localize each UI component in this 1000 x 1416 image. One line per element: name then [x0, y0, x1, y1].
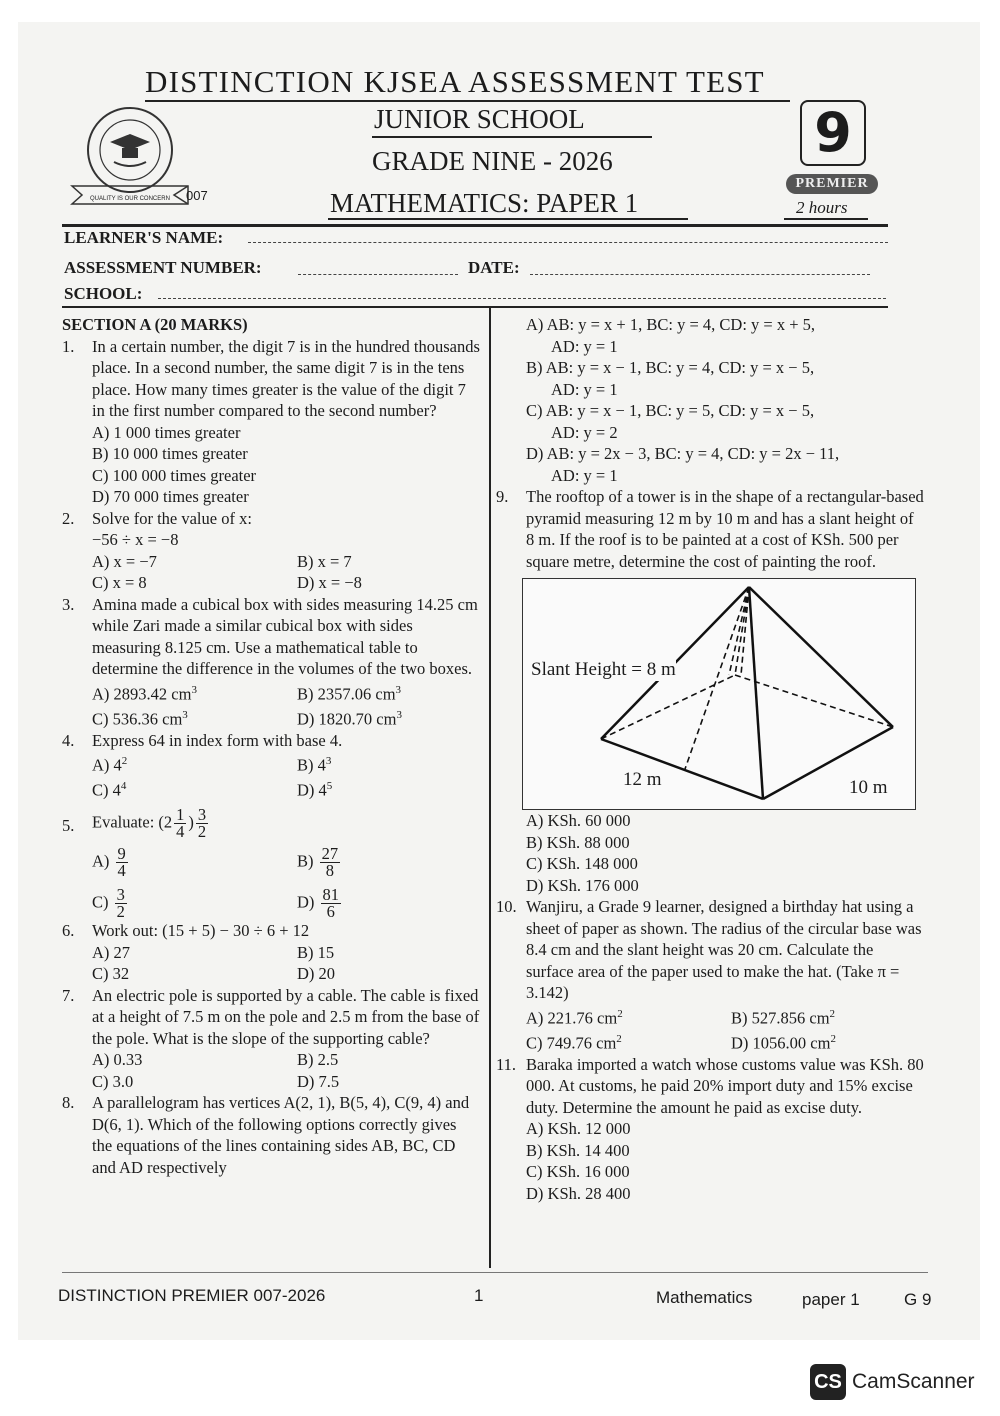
- pyramid-figure: [522, 578, 916, 810]
- q4-number: 4.: [62, 730, 75, 750]
- assessment-number-label: ASSESSMENT NUMBER:: [64, 258, 262, 277]
- header-rule: [62, 224, 888, 227]
- premier-badge: PREMIER: [786, 174, 878, 194]
- q6-text: Work out: (15 + 5) − 30 ÷ 6 + 12: [92, 921, 310, 940]
- question-10: [496, 896, 924, 1054]
- q10-option-a[interactable]: A) 221.76 $cm^2$: [526, 1007, 623, 1027]
- q8-option-c[interactable]: C) AB: y = x − 1, BC: y = 5, CD: y = x − 5, AD: y = 2: [526, 401, 815, 442]
- q11-option-c[interactable]: C) KSh. 16 000: [526, 1162, 630, 1181]
- q2-equation: −56 ÷ x = −8: [92, 530, 179, 549]
- q9-text: The rooftop of a tower is in the shape of a rectangular-based pyramid measuring 12 m by 10 m and has a slant height of 8 m. If the roof is to be painted at a cost of KSh. 500 per square metre, determine the cost of painting the roof.: [526, 487, 924, 571]
- grade-box: 9: [800, 100, 866, 166]
- length-label: 12 m: [623, 769, 662, 790]
- q8-option-b[interactable]: B) AB: y = x − 1, BC: y = 4, CD: y = x − 5, AD: y = 1: [526, 358, 815, 399]
- q9-option-c[interactable]: C) KSh. 148 000: [526, 854, 638, 873]
- q7-option-b[interactable]: B) 2.5: [297, 1050, 339, 1069]
- q1-option-d[interactable]: D) 70 000 times greater: [92, 487, 249, 506]
- question-11: [496, 1054, 924, 1205]
- q2-text: Solve for the value of x:: [92, 508, 252, 528]
- q2-option-b[interactable]: B) x = 7: [297, 551, 352, 571]
- q5-number: 5.: [62, 816, 75, 835]
- q2-option-d[interactable]: D) x = −8: [297, 573, 362, 592]
- q1-number: 1.: [62, 336, 75, 356]
- q5-option-a[interactable]: A) $\frac{9}{4}$: [92, 844, 126, 880]
- q10-option-c[interactable]: C) 749.76 $cm^2$: [526, 1032, 622, 1052]
- paper-underline: [328, 218, 688, 220]
- date-field[interactable]: [530, 274, 870, 275]
- q4-option-d[interactable]: D) $4^5$: [297, 780, 333, 800]
- school-level: JUNIOR SCHOOL: [374, 104, 585, 134]
- duration-underline: [784, 218, 868, 220]
- q11-option-b[interactable]: B) KSh. 14 400: [526, 1140, 630, 1160]
- q11-option-d[interactable]: D) KSh. 28 400: [526, 1183, 631, 1203]
- q4-option-c[interactable]: C) $4^4$: [92, 780, 127, 800]
- q9-option-a[interactable]: A) KSh. 60 000: [526, 811, 631, 830]
- q3-option-b[interactable]: B) 2357.06 $cm^3$: [297, 683, 402, 703]
- question-4: [62, 730, 480, 802]
- q9-option-b[interactable]: B) KSh. 88 000: [526, 832, 630, 852]
- fields-rule: [62, 306, 888, 308]
- q5-option-b[interactable]: B) $\frac{27}{8}$: [297, 844, 339, 880]
- width-label: 10 m: [849, 777, 888, 798]
- camscanner-logo: CS: [810, 1364, 846, 1400]
- q8-option-a[interactable]: A) AB: y = x + 1, BC: y = 4, CD: y = x + 5, AD: y = 1: [526, 315, 816, 356]
- q10-option-b[interactable]: B) 527.856 $cm^2$: [731, 1007, 836, 1027]
- duration: 2 hours: [796, 198, 848, 217]
- q2-option-a[interactable]: A) x = −7: [92, 551, 157, 571]
- footer-grade: G 9: [904, 1290, 932, 1309]
- q3-option-d[interactable]: D) 1820.70 $cm^3$: [297, 708, 402, 728]
- left-column: [62, 314, 480, 1178]
- q3-option-a[interactable]: A) 2893.42 $cm^3$: [92, 683, 197, 703]
- q6-option-a[interactable]: A) 27: [92, 942, 131, 962]
- q4-text: Express 64 in index form with base 4.: [92, 730, 343, 750]
- q10-option-d[interactable]: D) 1056.00 $cm^2$: [731, 1032, 836, 1052]
- q6-option-b[interactable]: B) 15: [297, 942, 335, 962]
- q9-option-d[interactable]: D) KSh. 176 000: [526, 875, 639, 895]
- learner-name-field[interactable]: [248, 242, 888, 243]
- logo-banner: QUALITY IS OUR CONCERN: [90, 196, 170, 202]
- q1-option-c[interactable]: C) 100 000 times greater: [92, 465, 257, 485]
- footer-paper: paper 1: [802, 1290, 860, 1309]
- q11-number: 11.: [496, 1054, 517, 1074]
- exam-title: DISTINCTION KJSEA ASSESSMENT TEST: [145, 64, 765, 99]
- logo-code: 007: [186, 188, 208, 203]
- q10-number: 10.: [496, 897, 517, 916]
- q2-number: 2.: [62, 508, 75, 528]
- q2-option-c[interactable]: C) x = 8: [92, 573, 147, 592]
- q11-text: Baraka imported a watch whose customs value was KSh. 80 000. At customs, he paid 20% import duty and 15% excise duty. Determine the amount he paid as excise duty.: [526, 1054, 924, 1117]
- q7-option-c[interactable]: C) 3.0: [92, 1071, 134, 1091]
- title-underline: [145, 100, 790, 102]
- q7-text: An electric pole is supported by a cable. The cable is fixed at a height of 7.5 m on the pole and 2.5 m from the base of the pole. What is the slope of the supporting cable?: [92, 985, 480, 1048]
- school-label: SCHOOL:: [64, 284, 143, 303]
- q1-option-b[interactable]: B) 10 000 times greater: [92, 444, 248, 463]
- section-a-heading: SECTION A (20 MARKS): [62, 315, 248, 334]
- question-9: [496, 486, 924, 572]
- q5-expression: Evaluate: (2 $\frac{1}{4}$ ) $\frac{3}{2}$: [92, 805, 207, 841]
- q7-option-d[interactable]: D) 7.5: [297, 1071, 340, 1091]
- q10-text: Wanjiru, a Grade 9 learner, designed a birthday hat using a sheet of paper as shown. The radius of the circular base was 8.4 cm and the slant height was 20 cm. Calculate the surface area of the paper used to make the hat. (Take π = 3.142): [526, 897, 922, 1002]
- q3-text: Amina made a cubical box with sides measuring 14.25 cm while Zari made a similar cubical box with sides measuring 8.125 cm. Use a mathematical table to determine the difference in the volumes of the two boxes.: [92, 594, 478, 678]
- grade-heading: GRADE NINE - 2026: [372, 146, 613, 176]
- question-5: [62, 807, 480, 920]
- q8-text: A parallelogram has vertices A(2, 1), B(5, 4), C(9, 4) and D(6, 1). Which of the following options correctly gives the equations of the lines containing sides AB, BC, CD and AD respectively: [92, 1093, 470, 1177]
- slant-height-label: Slant Height = 8 m: [531, 659, 676, 680]
- q8-number: 8.: [62, 1093, 75, 1112]
- camscanner-label: CamScanner: [852, 1370, 975, 1393]
- footer-rule: [62, 1272, 928, 1273]
- question-7: [62, 985, 480, 1093]
- q8-option-d[interactable]: D) AB: y = 2x − 3, BC: y = 4, CD: y = 2x − 11, AD: y = 1: [526, 444, 840, 485]
- q4-option-a[interactable]: A) $4^2$: [92, 755, 128, 775]
- date-label: DATE:: [468, 258, 520, 277]
- q9-number: 9.: [496, 487, 509, 506]
- column-divider: [489, 308, 491, 1268]
- paper-heading: MATHEMATICS: PAPER 1: [330, 188, 639, 218]
- q3-number: 3.: [62, 594, 75, 614]
- q3-option-c[interactable]: C) 536.36 $cm^3$: [92, 708, 188, 728]
- q6-option-d[interactable]: D) 20: [297, 964, 336, 983]
- footer-subject: Mathematics: [656, 1288, 753, 1307]
- school-field[interactable]: [158, 298, 886, 299]
- learner-name-label: LEARNER'S NAME:: [64, 228, 224, 247]
- q7-number: 7.: [62, 985, 75, 1005]
- right-column: [496, 314, 924, 1204]
- question-6: [62, 920, 480, 985]
- q5-option-c[interactable]: C) $\frac{3}{2}$: [92, 885, 125, 921]
- q6-option-c[interactable]: C) 32: [92, 964, 130, 983]
- level-underline: [372, 136, 652, 138]
- q6-number: 6.: [62, 921, 75, 940]
- footer-code: DISTINCTION PREMIER 007-2026: [58, 1286, 326, 1305]
- q1-text: In a certain number, the digit 7 is in the hundred thousands place. In a second number, the same digit 7 is in the tens place. How many times greater is the value of the digit 7 in the first number compared to the second number?: [92, 336, 480, 420]
- question-2: [62, 508, 480, 594]
- q11-option-a[interactable]: A) KSh. 12 000: [526, 1119, 631, 1138]
- q4-option-b[interactable]: B) $4^3$: [297, 755, 332, 775]
- question-3: [62, 594, 480, 730]
- q1-option-a[interactable]: A) 1 000 times greater: [92, 422, 241, 442]
- q7-option-a[interactable]: A) 0.33: [92, 1050, 143, 1069]
- assessment-number-field[interactable]: [298, 274, 458, 275]
- question-8: [62, 1092, 480, 1178]
- question-1: [62, 336, 480, 508]
- page-number: 1: [474, 1286, 484, 1305]
- q5-option-d[interactable]: D) $\frac{81}{6}$: [297, 885, 340, 921]
